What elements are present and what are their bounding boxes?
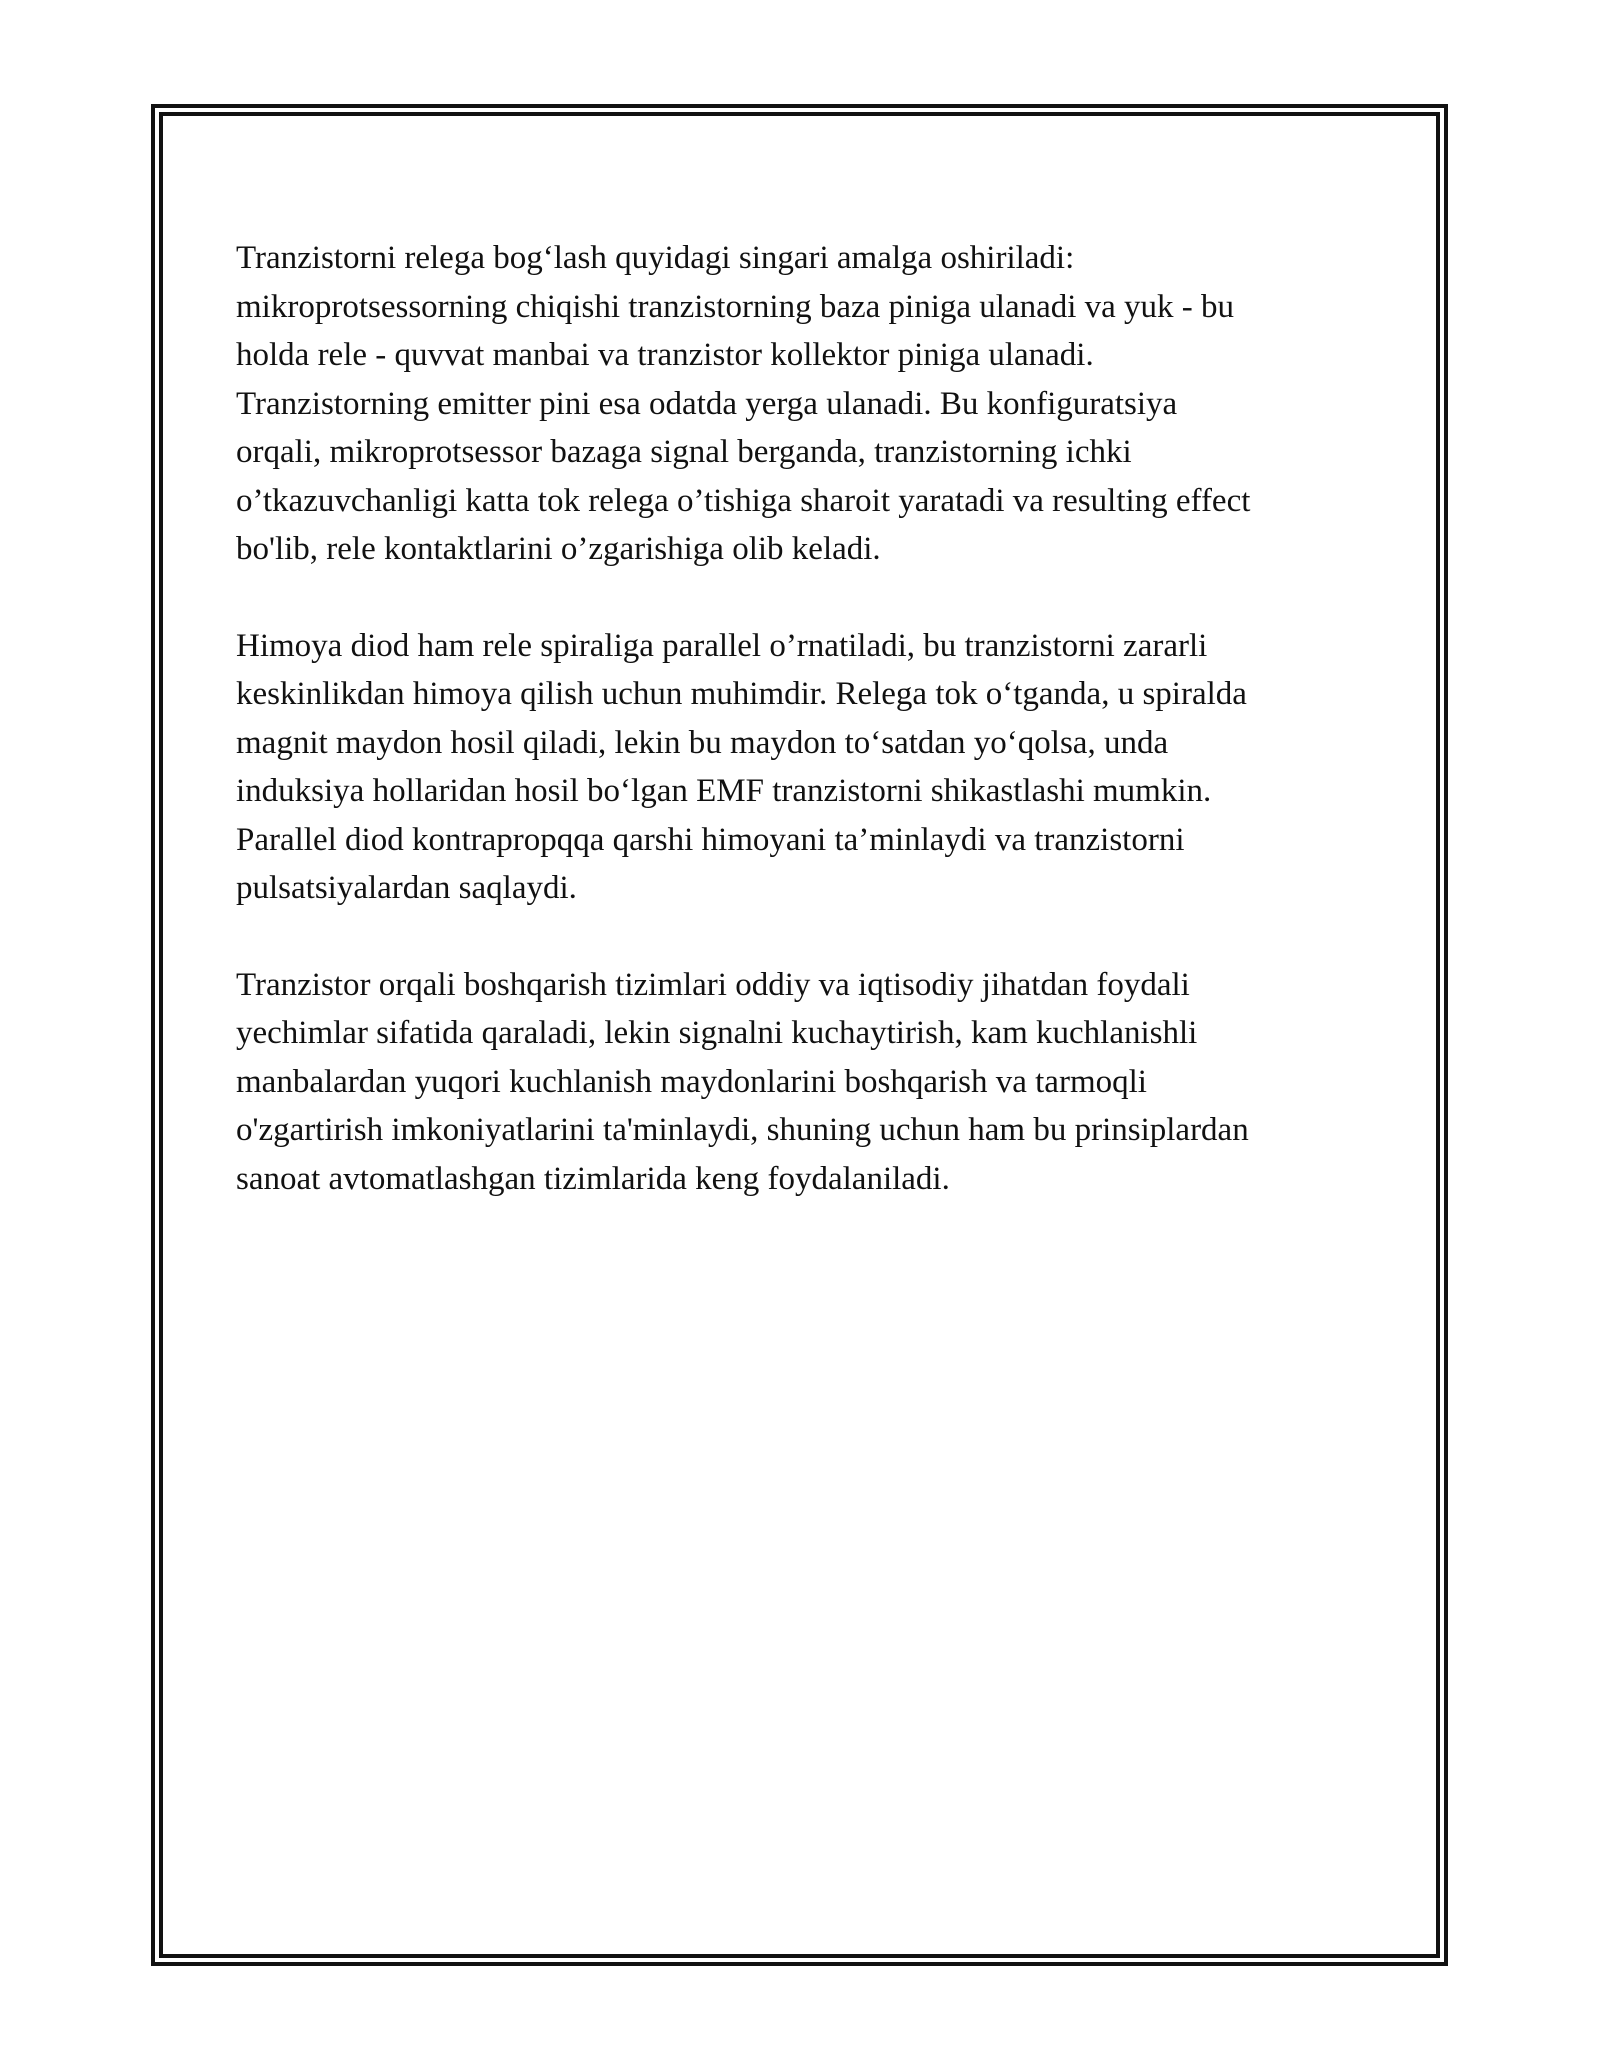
paragraph-3: Tranzistor orqali boshqarish tizimlari oddiy va iqtisodiy jihatdan foydali yechimlar sifatida qaraladi, lekin signalni kuchaytirish, kam kuchlanishli manbalardan yuqori kuchlanish maydonlarini boshqarish va tarmoqli o'zgartirish imkoniyatlarini ta'minlaydi, shuning uchun ham bu prinsiplardan sanoat avtomatlashgan tizimlarida keng foydalaniladi. xyxy=(236,966,1249,1197)
document-body xyxy=(236,234,1376,1251)
paragraph-1: Tranzistorni relega bog‘lash quyidagi singari amalga oshiriladi: mikroprotsessorning chiqishi tranzistorning baza piniga ulanadi va yuk - bu holda rele - quvvat manbai va tranzistor kollektor piniga ulanadi. Tranzistorning emitter pini esa odatda yerga ulanadi. Bu konfiguratsiya orqali, mikroprotsessor bazaga signal berganda, tranzistorning ichki o’tkazuvchanligi katta tok relega o’tishiga sharoit yaratadi va resulting effect bo'lib, rele kontaktlarini o’zgarishiga olib keladi. xyxy=(236,240,1251,567)
paragraph-2: Himoya diod ham rele spiraliga parallel o’rnatiladi, bu tranzistorni zararli keskinlikdan himoya qilish uchun muhimdir. Relega tok o‘tganda, u spiralda magnit maydon hosil qiladi, lekin bu maydon to‘satdan yo‘qolsa, unda induksiya hollaridan hosil bo‘lgan EMF tranzistorni shikastlashi mumkin. Parallel diod kontrapropqqa qarshi himoyani ta’minlaydi va tranzistorni pulsatsiyalardan saqlaydi. xyxy=(236,627,1247,906)
